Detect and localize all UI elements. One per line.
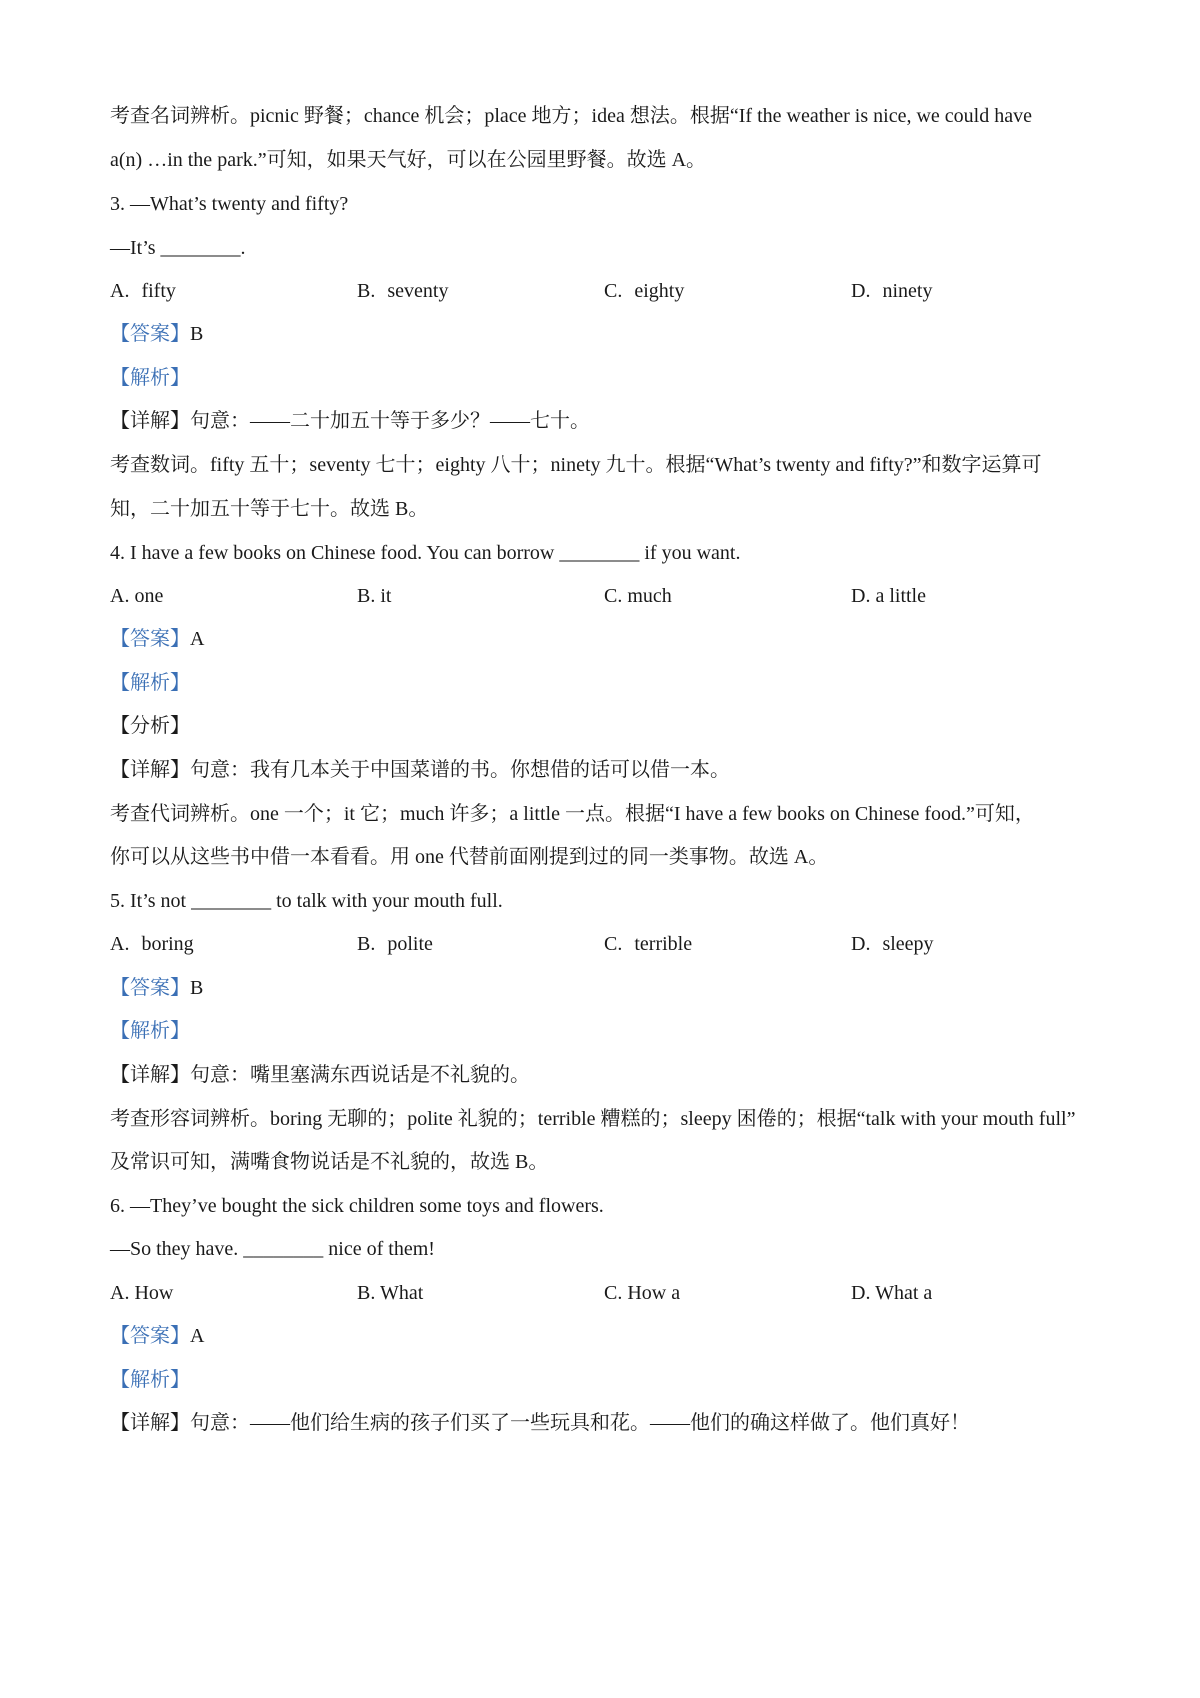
q5-answer: 【答案】B [110, 977, 204, 999]
q6-reply: —So they have. ________ nice of them! [110, 1238, 435, 1260]
q4-option-a: A. one [110, 585, 164, 607]
detail-tag: 【详解】 [110, 1064, 190, 1086]
q3-answer: 【答案】B [110, 323, 204, 345]
q3-option-a: A. fifty [110, 280, 176, 302]
answer-tag: 【答案】 [110, 1325, 190, 1347]
detail-tag: 【详解】 [110, 759, 190, 781]
q6-option-c: C. How a [604, 1282, 681, 1304]
q6-option-d: D. What a [851, 1282, 933, 1304]
analysis-tag: 【解析】 [110, 1020, 190, 1042]
q4-option-b: B. it [357, 585, 392, 607]
q6-detail: 【详解】句意：——他们给生病的孩子们买了一些玩具和花。——他们的确这样做了。他们真好！ [110, 1412, 970, 1434]
q6-stem: 6. —They’ve bought the sick children some toys and flowers. [110, 1195, 604, 1217]
q6-option-b: B. What [357, 1282, 424, 1304]
q3-explanation-line-1: 考查数词。fifty 五十；seventy 七十；eighty 八十；ninety 九十。根据“What’s twenty and fifty?”和数字运算可 [110, 454, 1042, 476]
q3-option-c: C. eighty [604, 280, 685, 302]
analysis-tag: 【解析】 [110, 672, 190, 694]
q5-explanation-line-1: 考查形容词辨析。boring 无聊的；polite 礼貌的；terrible 糟糕的；sleepy 困倦的；根据“talk with your mouth full” [110, 1108, 1076, 1130]
analysis-tag: 【解析】 [110, 1369, 190, 1391]
q4-explanation-line-2: 你可以从这些书中借一本看看。用 one 代替前面刚提到过的同一类事物。故选 A。 [110, 846, 829, 868]
answer-tag: 【答案】 [110, 323, 190, 345]
fenxi-tag: 【分析】 [110, 715, 190, 737]
q6-option-a: A. How [110, 1282, 174, 1304]
q5-option-d: D. sleepy [851, 933, 934, 955]
q4-option-d: D. a little [851, 585, 926, 607]
q5-option-b: B. polite [357, 933, 433, 955]
detail-tag: 【详解】 [110, 1412, 190, 1434]
q3-detail: 【详解】句意：——二十加五十等于多少？——七十。 [110, 410, 590, 432]
answer-tag: 【答案】 [110, 977, 190, 999]
answer-tag: 【答案】 [110, 628, 190, 650]
q5-option-a: A. boring [110, 933, 194, 955]
q4-option-c: C. much [604, 585, 672, 607]
q4-analysis [110, 669, 190, 697]
q4-fenxi [110, 712, 190, 740]
q2-explanation-line-2: a(n) …in the park.”可知，如果天气好，可以在公园里野餐。故选 A。 [110, 149, 707, 171]
q4-explanation-line-1: 考查代词辨析。one 一个；it 它；much 许多；a little 一点。根据“I have a few books on Chinese food.”可知， [110, 803, 1035, 825]
q4-detail: 【详解】句意：我有几本关于中国菜谱的书。你想借的话可以借一本。 [110, 759, 730, 781]
q6-options [110, 1279, 1110, 1307]
q6-analysis [110, 1366, 190, 1394]
q3-options [110, 277, 1110, 305]
analysis-tag: 【解析】 [110, 367, 190, 389]
q4-answer: 【答案】A [110, 628, 205, 650]
q5-detail: 【详解】句意：嘴里塞满东西说话是不礼貌的。 [110, 1064, 530, 1086]
q2-explanation-line-1: 考查名词辨析。picnic 野餐；chance 机会；place 地方；idea 想法。根据“If the weather is nice, we could have [110, 105, 1032, 127]
q6-answer: 【答案】A [110, 1325, 205, 1347]
q3-explanation-line-2: 知，二十加五十等于七十。故选 B。 [110, 498, 429, 520]
q4-stem: 4. I have a few books on Chinese food. You can borrow ________ if you want. [110, 542, 741, 564]
q3-stem: 3. —What’s twenty and fifty? [110, 193, 349, 215]
q5-explanation-line-2: 及常识可知，满嘴食物说话是不礼貌的，故选 B。 [110, 1151, 549, 1173]
q3-analysis [110, 364, 190, 392]
detail-tag: 【详解】 [110, 410, 190, 432]
q5-analysis [110, 1017, 190, 1045]
q5-option-c: C. terrible [604, 933, 693, 955]
q3-option-b: B. seventy [357, 280, 449, 302]
q5-stem: 5. It’s not ________ to talk with your mouth full. [110, 890, 503, 912]
q3-reply: —It’s ________. [110, 237, 246, 259]
q3-option-d: D. ninety [851, 280, 933, 302]
q4-options [110, 582, 1110, 610]
q5-options [110, 930, 1110, 958]
